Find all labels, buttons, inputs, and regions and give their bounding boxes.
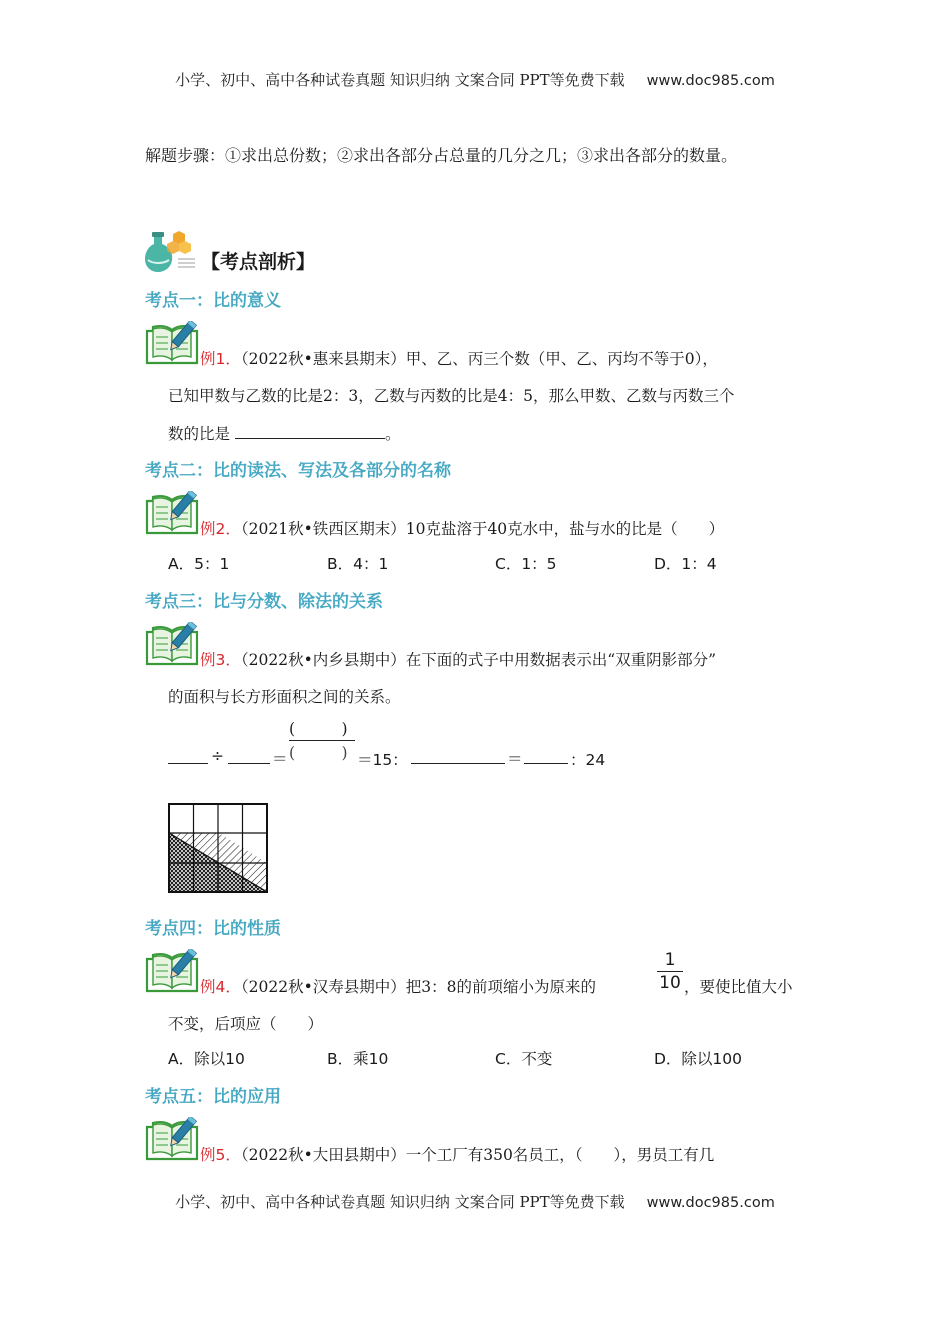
q3-frac-bottom[interactable]: ( ) [289,744,348,762]
q4-option-a[interactable]: A．除以10 [168,1050,245,1068]
q3-eq2: ＝15： [357,751,408,769]
q4-text1: （2022秋•汉寿县期中）把3：8的前项缩小为原来的 [240,978,596,996]
q3-divide: ÷ [211,747,224,765]
q5-label: 例5． [200,1146,241,1164]
q3-line1 [200,648,716,670]
q1-end: 。 [384,425,401,443]
q3-frac-top[interactable]: ( ) [289,720,348,738]
q4-line1a [200,975,596,997]
book-pencil-icon [145,491,199,539]
solution-steps: 解题步骤：①求出总份数；②求出各部分占总量的几分之几；③求出各部分的数量。 [145,146,738,165]
q1-text1: （2022秋•惠来县期末）甲、乙、丙三个数（甲、乙、丙均不等于0）， [240,350,718,368]
q3-label: 例3． [200,651,241,669]
q2-option-c[interactable]: C．1：5 [495,555,557,573]
q3-blank-4[interactable] [524,749,568,764]
q1-line2: 已知甲数与乙数的比是2：3，乙数与丙数的比是4：5，那么甲数、乙数与丙数三个 [168,387,735,405]
book-pencil-icon [145,622,199,670]
topic-5-title: 考点五：比的应用 [145,1087,281,1107]
header-text: 小学、初中、高中各种试卷真题 知识归纳 文案合同 PPT等免费下载 [175,71,625,89]
q5-text1: （2022秋•大田县期中）一个工厂有350名员工，（ ），男员工有几 [240,1146,715,1164]
q1-answer-blank[interactable] [235,424,385,439]
q3-equals-1: ＝ [272,750,288,768]
q1-label: 例1． [200,350,241,368]
q4-option-c[interactable]: C．不变 [495,1050,553,1068]
page-header [0,69,950,90]
topic-3-title: 考点三：比与分数、除法的关系 [145,592,383,612]
footer-site[interactable]: www.doc985.com [646,1195,775,1211]
q3-blank-1[interactable] [168,749,208,764]
q4-line1b: ，要使比值大小 [684,978,793,996]
book-pencil-icon [145,949,199,997]
q2-text1: （2021秋•铁西区期末）10克盐溶于40克水中，盐与水的比是（ ） [240,520,725,538]
q1-line1 [200,347,718,369]
q4-label: 例4． [200,978,241,996]
q2-option-d[interactable]: D．1：4 [654,555,717,573]
q3-text1: （2022秋•内乡县期中）在下面的式子中用数据表示出“双重阴影部分” [240,651,717,669]
book-pencil-icon [145,321,199,369]
q4-option-d[interactable]: D．除以100 [654,1050,743,1068]
grid-figure [168,803,270,899]
flask-icon [145,230,197,274]
q2-option-b[interactable]: B．4：1 [327,555,389,573]
q1-line3 [168,422,400,444]
q5-line1 [200,1143,714,1165]
q1-text3: 数的比是 [168,425,231,443]
section-title: 【考点剖析】 [201,251,316,273]
footer-text: 小学、初中、高中各种试卷真题 知识归纳 文案合同 PPT等免费下载 [175,1193,625,1211]
q4-line2: 不变，后项应（ ） [168,1015,324,1033]
topic-1-title: 考点一：比的意义 [145,291,281,311]
q2-label: 例2． [200,520,241,538]
q4-frac-bar [657,971,683,972]
q3-blank-3[interactable] [411,749,505,764]
topic-2-title: 考点二：比的读法、写法及各部分的名称 [145,461,451,481]
topic-4-title: 考点四：比的性质 [145,919,281,939]
q3-line2: 的面积与长方形面积之间的关系。 [168,688,401,706]
q3-blank-2[interactable] [228,749,270,764]
page-footer [0,1191,950,1212]
q3-tail: ：24 [570,751,606,769]
book-pencil-icon [145,1117,199,1165]
q4-frac-den: 10 [659,973,681,993]
q4-frac-num: 1 [664,950,676,970]
q4-option-b[interactable]: B．乘10 [327,1050,389,1068]
q2-option-a[interactable]: A．5：1 [168,555,230,573]
q2-line1 [200,517,724,539]
q3-equals-3: ＝ [507,750,523,768]
header-site[interactable]: www.doc985.com [646,73,775,89]
